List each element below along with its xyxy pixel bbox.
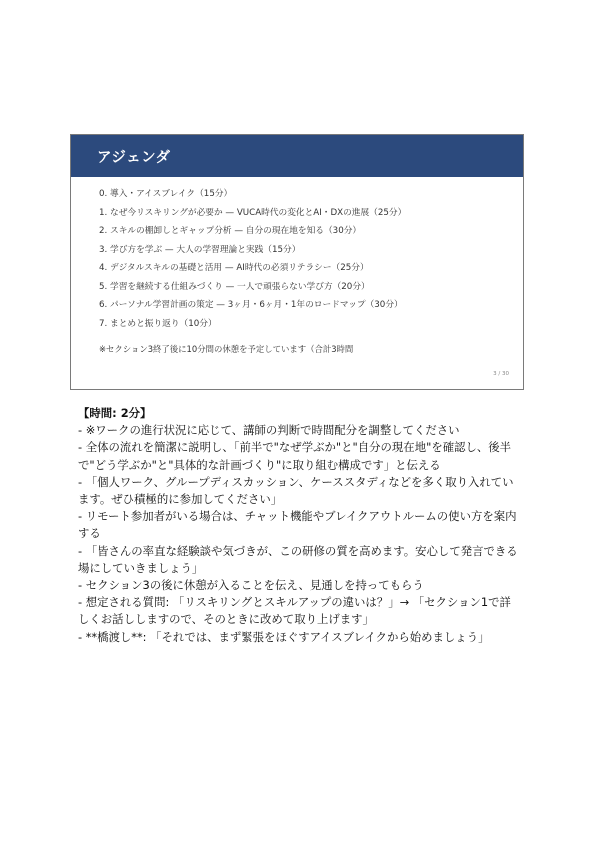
slide-thumbnail (70, 134, 524, 390)
agenda-item: 7. まとめと振り返り（10分） (99, 318, 217, 329)
notes-line: - 「皆さんの率直な経験談や気づきが、この研修の質を高めます。安心して発言できる場にしていきましょう」 (78, 543, 518, 575)
agenda-item: 6. パーソナル学習計画の策定 — 3ヶ月・6ヶ月・1年のロードマップ（30分） (99, 300, 403, 310)
agenda-item: 3. 学び方を学ぶ — 大人の学習理論と実践（15分） (99, 244, 301, 255)
agenda-item: 1. なぜ今リスキリングが必要か — VUCA時代の変化とAI・DXの進展（25分） (99, 207, 407, 218)
agenda-item: 0. 導入・アイスブレイク（15分） (99, 189, 233, 199)
notes-line: - 「個人ワーク、グループディスカッション、ケーススタディなどを多く取り入れています。ぜひ積極的に参加してください」 (78, 474, 514, 507)
notes-line: - 全体の流れを簡潔に説明し、「前半で"なぜ学ぶか"と"自分の現在地"を確認し、後半で"どう学ぶか"と"具体的な計画づくり"に取り組む構成です」と伝える (78, 440, 512, 472)
notes-heading: 【時間: 2分】 (78, 406, 152, 420)
notes-line: - セクション3の後に休憩が入ることを伝え、見通しを持ってもらう (78, 578, 424, 593)
agenda-item: 4. デジタルスキルの基礎と活用 — AI時代の必須リテラシー（25分） (99, 263, 369, 273)
slide-title: アジェンダ (97, 149, 171, 166)
break-note: ※セクション3終了後に10分間の休憩を予定しています（合計3時間 (99, 344, 354, 354)
notes-line: - **橋渡し**: 「それでは、まず緊張をほぐすアイスブレイクから始めましょう」 (78, 629, 490, 644)
notes-line: - リモート参加者がいる場合は、チャット機能やブレイクアウトルームの使い方を案内する (78, 509, 517, 541)
notes-line: - ※ワークの進行状況に応じて、講師の判断で時間配分を調整してください (78, 423, 460, 438)
slide-header (71, 135, 523, 177)
agenda-item: 2. スキルの棚卸しとギャップ分析 — 自分の現在地を知る（30分） (99, 226, 362, 236)
agenda-list (99, 185, 406, 333)
notes-line: - 想定される質問: 「リスキリングとスキルアップの違いは？」→ 「セクション1で詳しくお話ししますので、そのときに改めて取り上げます」 (78, 595, 511, 627)
speaker-notes (78, 405, 520, 646)
agenda-item: 5. 学習を継続する仕組みづくり — 一人で頑張らない学び方（20分） (99, 281, 370, 292)
page-number: 3 / 30 (493, 371, 509, 377)
